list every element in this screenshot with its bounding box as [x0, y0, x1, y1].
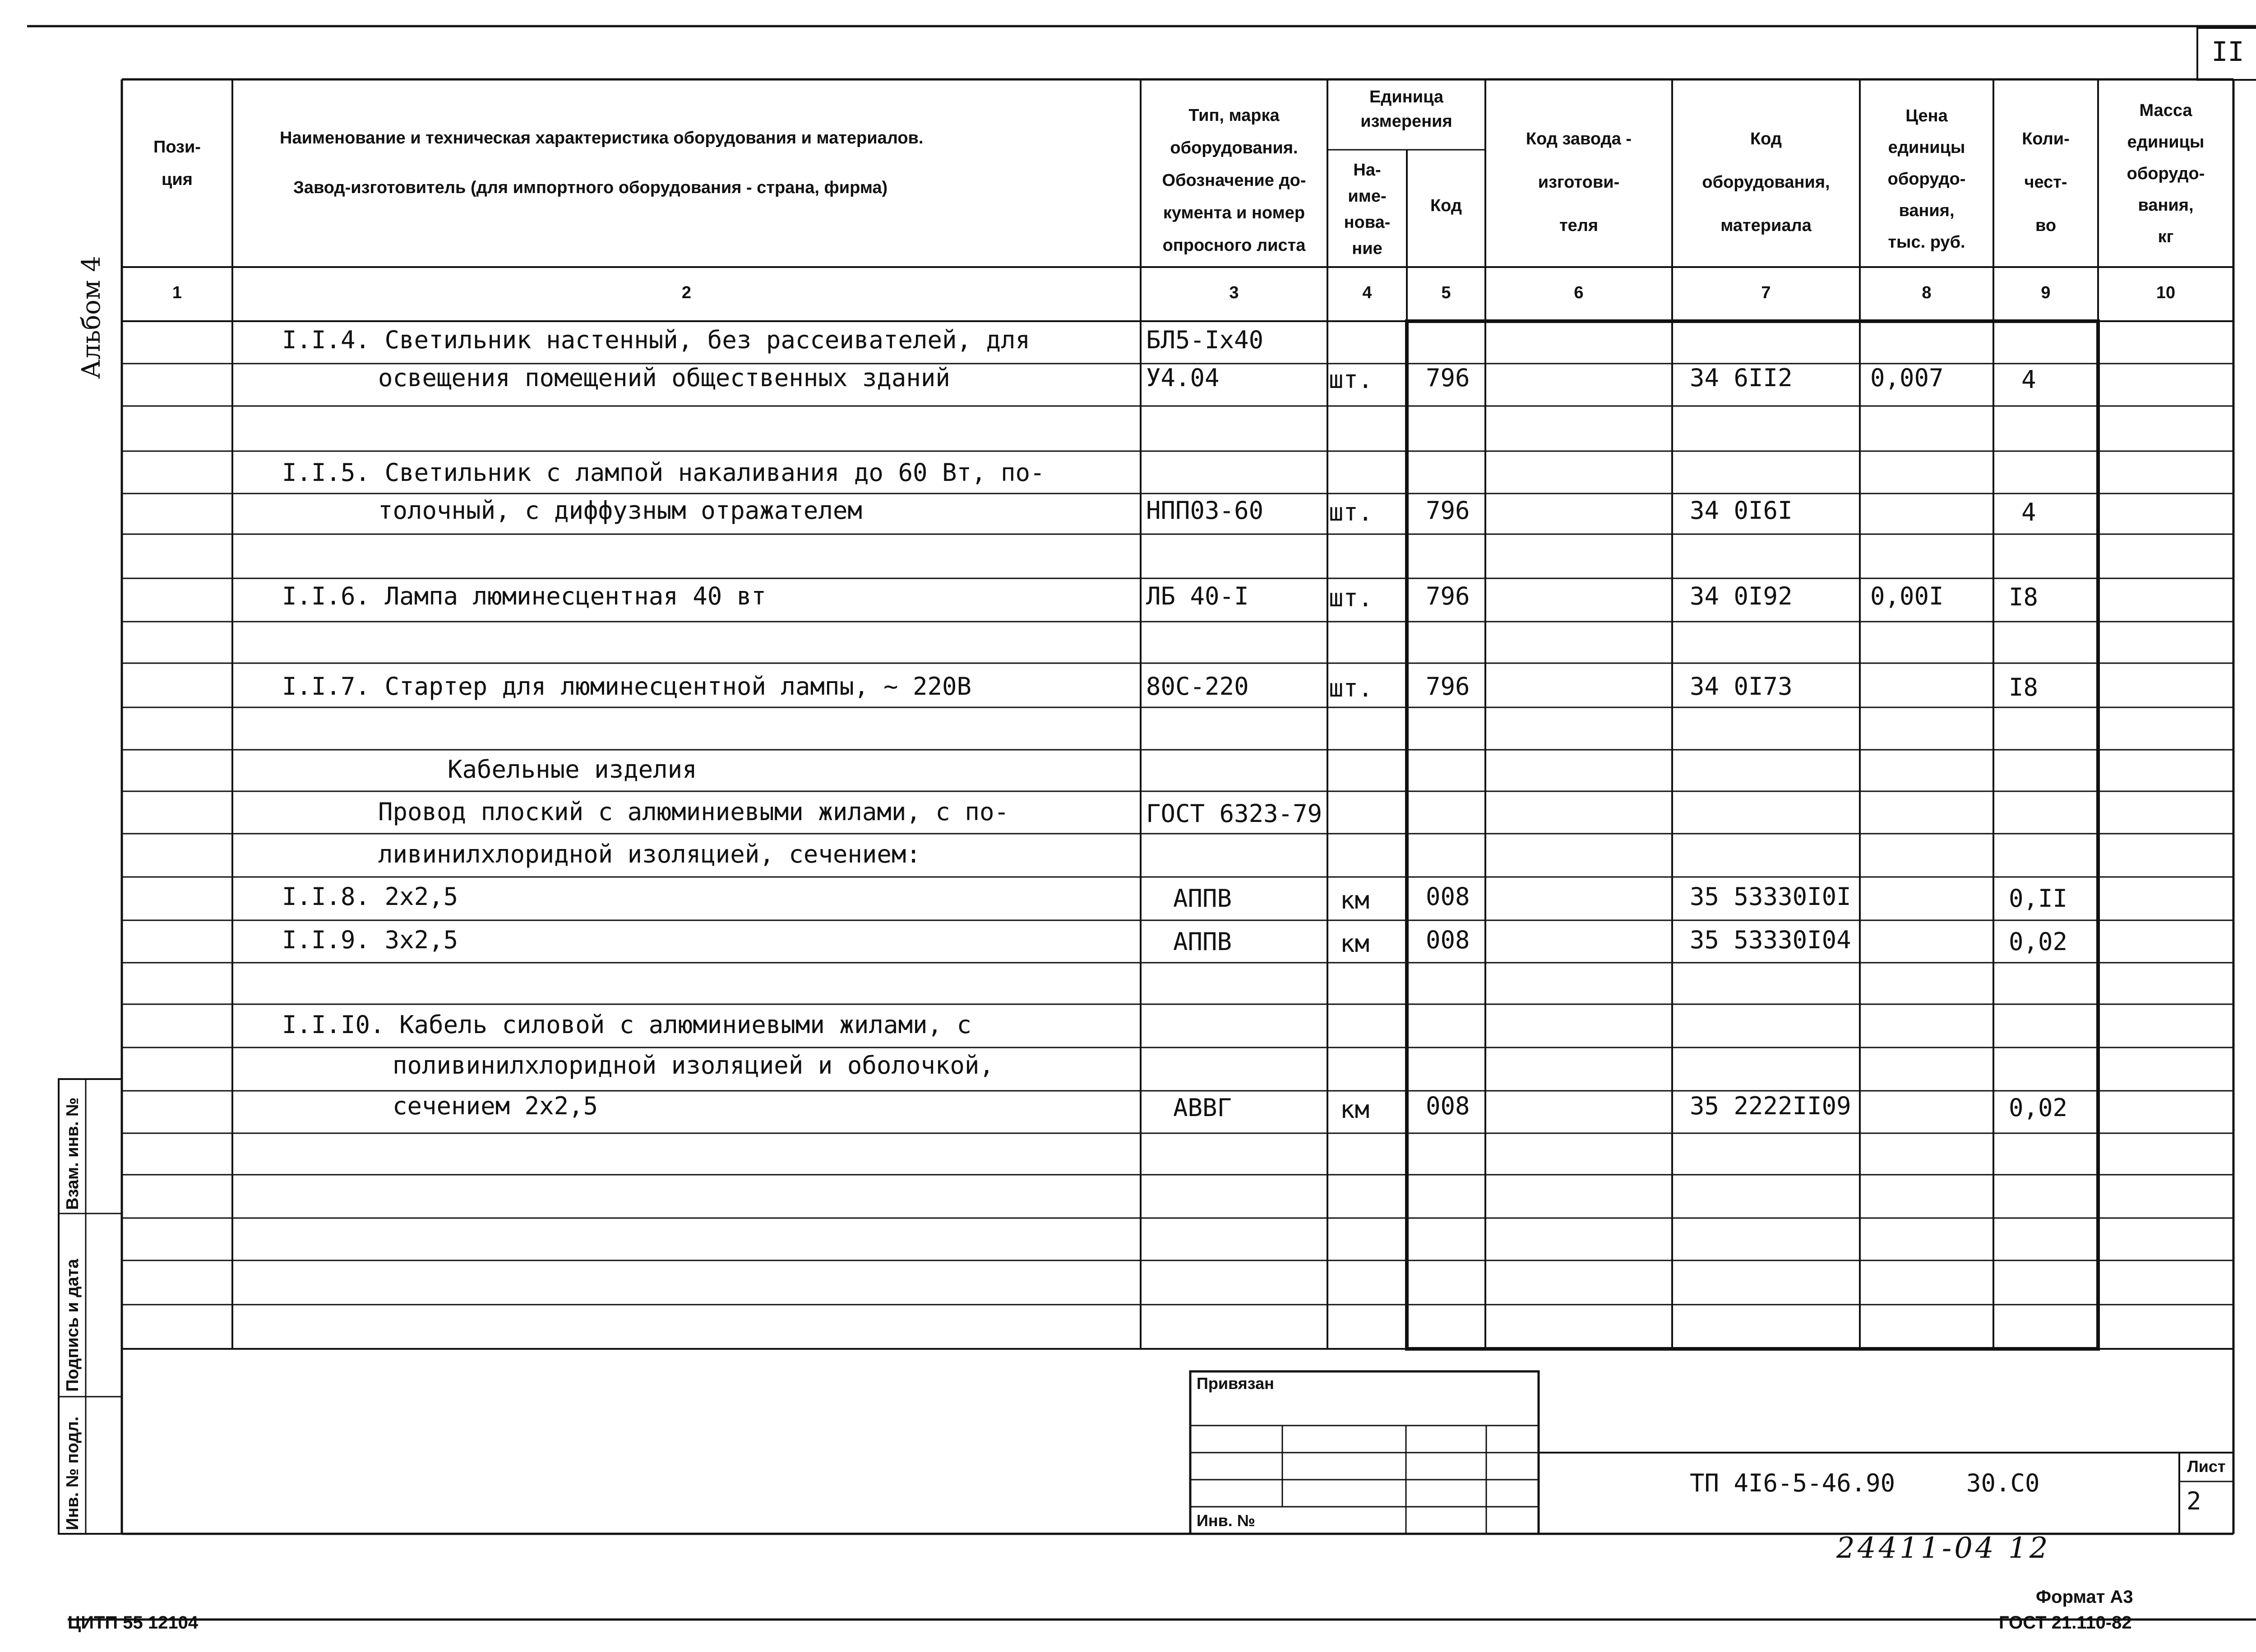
item-type: НПП03-60: [1146, 496, 1264, 525]
item-equipment-code: 34 0I6I: [1690, 496, 1793, 525]
item-unit-code: 008: [1426, 926, 1470, 954]
col-number: 8: [1922, 283, 1932, 302]
item-type: У4.04: [1146, 364, 1220, 392]
item-unit: шт.: [1329, 674, 1373, 702]
item-name: освещения помещений общественных зданий: [378, 364, 950, 392]
item-name: I.I.5. Светильник с лампой накаливания до 60 Вт, по-: [282, 458, 1045, 487]
item-quantity: 0,II: [2009, 884, 2068, 913]
col-number: 2: [681, 283, 692, 302]
item-type: ГОСТ 6323-79: [1146, 799, 1322, 828]
item-name: Провод плоский с алюминиевыми жилами, с по-: [378, 798, 1009, 826]
item-name: I.I.7. Стартер для люминесцентной лампы, ~ 220В: [282, 672, 972, 701]
item-equipment-code: 35 2222II09: [1690, 1092, 1851, 1120]
item-type: АППВ: [1173, 928, 1232, 956]
item-unit: км: [1340, 886, 1370, 914]
sheet-number-top: II: [2211, 36, 2244, 68]
item-type: 80С-220: [1146, 672, 1249, 701]
item-equipment-code: 34 6II2: [1690, 364, 1793, 392]
item-quantity: 4: [2021, 498, 2036, 526]
item-name: ливинилхлоридной изоляцией, сечением:: [378, 840, 921, 868]
album-label: Альбом 4: [77, 256, 106, 379]
item-name: I.I.8. 2х2,5: [282, 882, 458, 911]
header-col3: Тип, марка оборудования. Обозначение до- кумента и номер опросного листа: [1162, 106, 1306, 255]
col-number: 7: [1761, 283, 1771, 302]
item-name: I.I.I0. Кабель силовой с алюминиевыми жилами, с: [282, 1011, 972, 1039]
header-col6: Код завода - изготови- теля: [1526, 129, 1632, 235]
title-block-privyazan: Привязан: [1197, 1374, 1274, 1393]
item-name: I.I.9. 3х2,5: [282, 926, 458, 954]
item-name: толочный, с диффузным отражателем: [378, 496, 862, 525]
document-suffix: 30.С0: [1966, 1469, 2040, 1497]
citp-label: ЦИТП 55 12104: [68, 1613, 199, 1633]
item-name: I.I.6. Лампа люминесцентная 40 вт: [282, 582, 766, 610]
header-unit-group: Единица измерения: [1360, 88, 1452, 131]
item-unit-code: 796: [1426, 364, 1470, 392]
format-label: Формат А3: [2036, 1587, 2133, 1607]
item-quantity: 0,02: [2009, 1094, 2068, 1122]
item-price: 0,007: [1870, 364, 1944, 392]
col-number: 1: [172, 283, 182, 302]
item-equipment-code: 34 0I92: [1690, 582, 1793, 610]
item-unit: шт.: [1329, 365, 1373, 394]
header-col2-line1: Наименование и техническая характеристика оборудования и материалов.: [280, 129, 924, 148]
item-type: АППВ: [1173, 884, 1232, 913]
item-equipment-code: 34 0I73: [1690, 672, 1793, 701]
item-unit: шт.: [1329, 498, 1373, 526]
header-col1: Пози- ция: [153, 138, 201, 189]
item-name: поливинилхлоридной изоляцией и оболочкой,: [393, 1051, 994, 1080]
item-unit-code: 796: [1426, 672, 1470, 701]
item-quantity: 4: [2021, 365, 2036, 394]
item-quantity: 0,02: [2009, 928, 2068, 956]
item-quantity: I8: [2009, 583, 2039, 611]
stamp-podpis-data: Подпись и дата: [63, 1259, 82, 1392]
col-number: 9: [2041, 283, 2051, 302]
sheet-list-label: Лист: [2187, 1457, 2226, 1476]
header-col8: Цена единицы оборудо- вания, тыс. руб.: [1887, 106, 1966, 252]
item-unit-code: 008: [1426, 882, 1470, 911]
item-type: БЛ5-Iх40: [1146, 326, 1264, 354]
item-unit-code: 796: [1426, 496, 1470, 525]
item-equipment-code: 35 53330I0I: [1690, 882, 1851, 911]
stamp-inv-podl: Инв. № подл.: [63, 1416, 82, 1530]
item-type: АВВГ: [1173, 1094, 1232, 1122]
item-type: ЛБ 40-I: [1146, 582, 1249, 610]
header-col7: Код оборудования, материала: [1702, 129, 1830, 235]
header-col9: Коли- чест- во: [2022, 129, 2070, 235]
header-col5: Код: [1430, 196, 1462, 215]
item-unit-code: 796: [1426, 582, 1470, 610]
sheet-list-value: 2: [2187, 1487, 2201, 1515]
item-unit: шт.: [1329, 584, 1373, 612]
header-col10: Масса единицы оборудо- вания, кг: [2127, 101, 2205, 246]
title-block-inv-no: Инв. №: [1197, 1511, 1255, 1530]
col-number: 10: [2156, 283, 2176, 302]
col-number: 6: [1574, 283, 1584, 302]
col-number: 5: [1441, 283, 1451, 302]
section-heading-cables: Кабельные изделия: [448, 755, 697, 784]
item-name: сечением 2х2,5: [393, 1092, 598, 1120]
item-unit: км: [1340, 929, 1370, 958]
item-unit: км: [1340, 1095, 1370, 1124]
header-col2-line2: Завод-изготовитель (для импортного оборудования - страна, фирма): [293, 178, 888, 197]
document-code: ТП 4I6-5-46.90: [1690, 1469, 1895, 1497]
item-unit-code: 008: [1426, 1092, 1470, 1120]
item-price: 0,00I: [1870, 582, 1944, 610]
col-number: 3: [1229, 283, 1239, 302]
header-col4: На- име- нова- ние: [1344, 161, 1391, 258]
handwritten-archive-number: 24411-04 12: [1836, 1532, 2051, 1565]
item-quantity: I8: [2009, 673, 2039, 701]
gost-label: ГОСТ 21.110-82: [1999, 1613, 2132, 1633]
stamp-vzam-inv: Взам. инв. №: [63, 1097, 82, 1210]
item-name: I.I.4. Светильник настенный, без рассеивателей, для: [282, 326, 1031, 354]
item-equipment-code: 35 53330I04: [1690, 926, 1851, 954]
col-number: 4: [1362, 283, 1372, 302]
